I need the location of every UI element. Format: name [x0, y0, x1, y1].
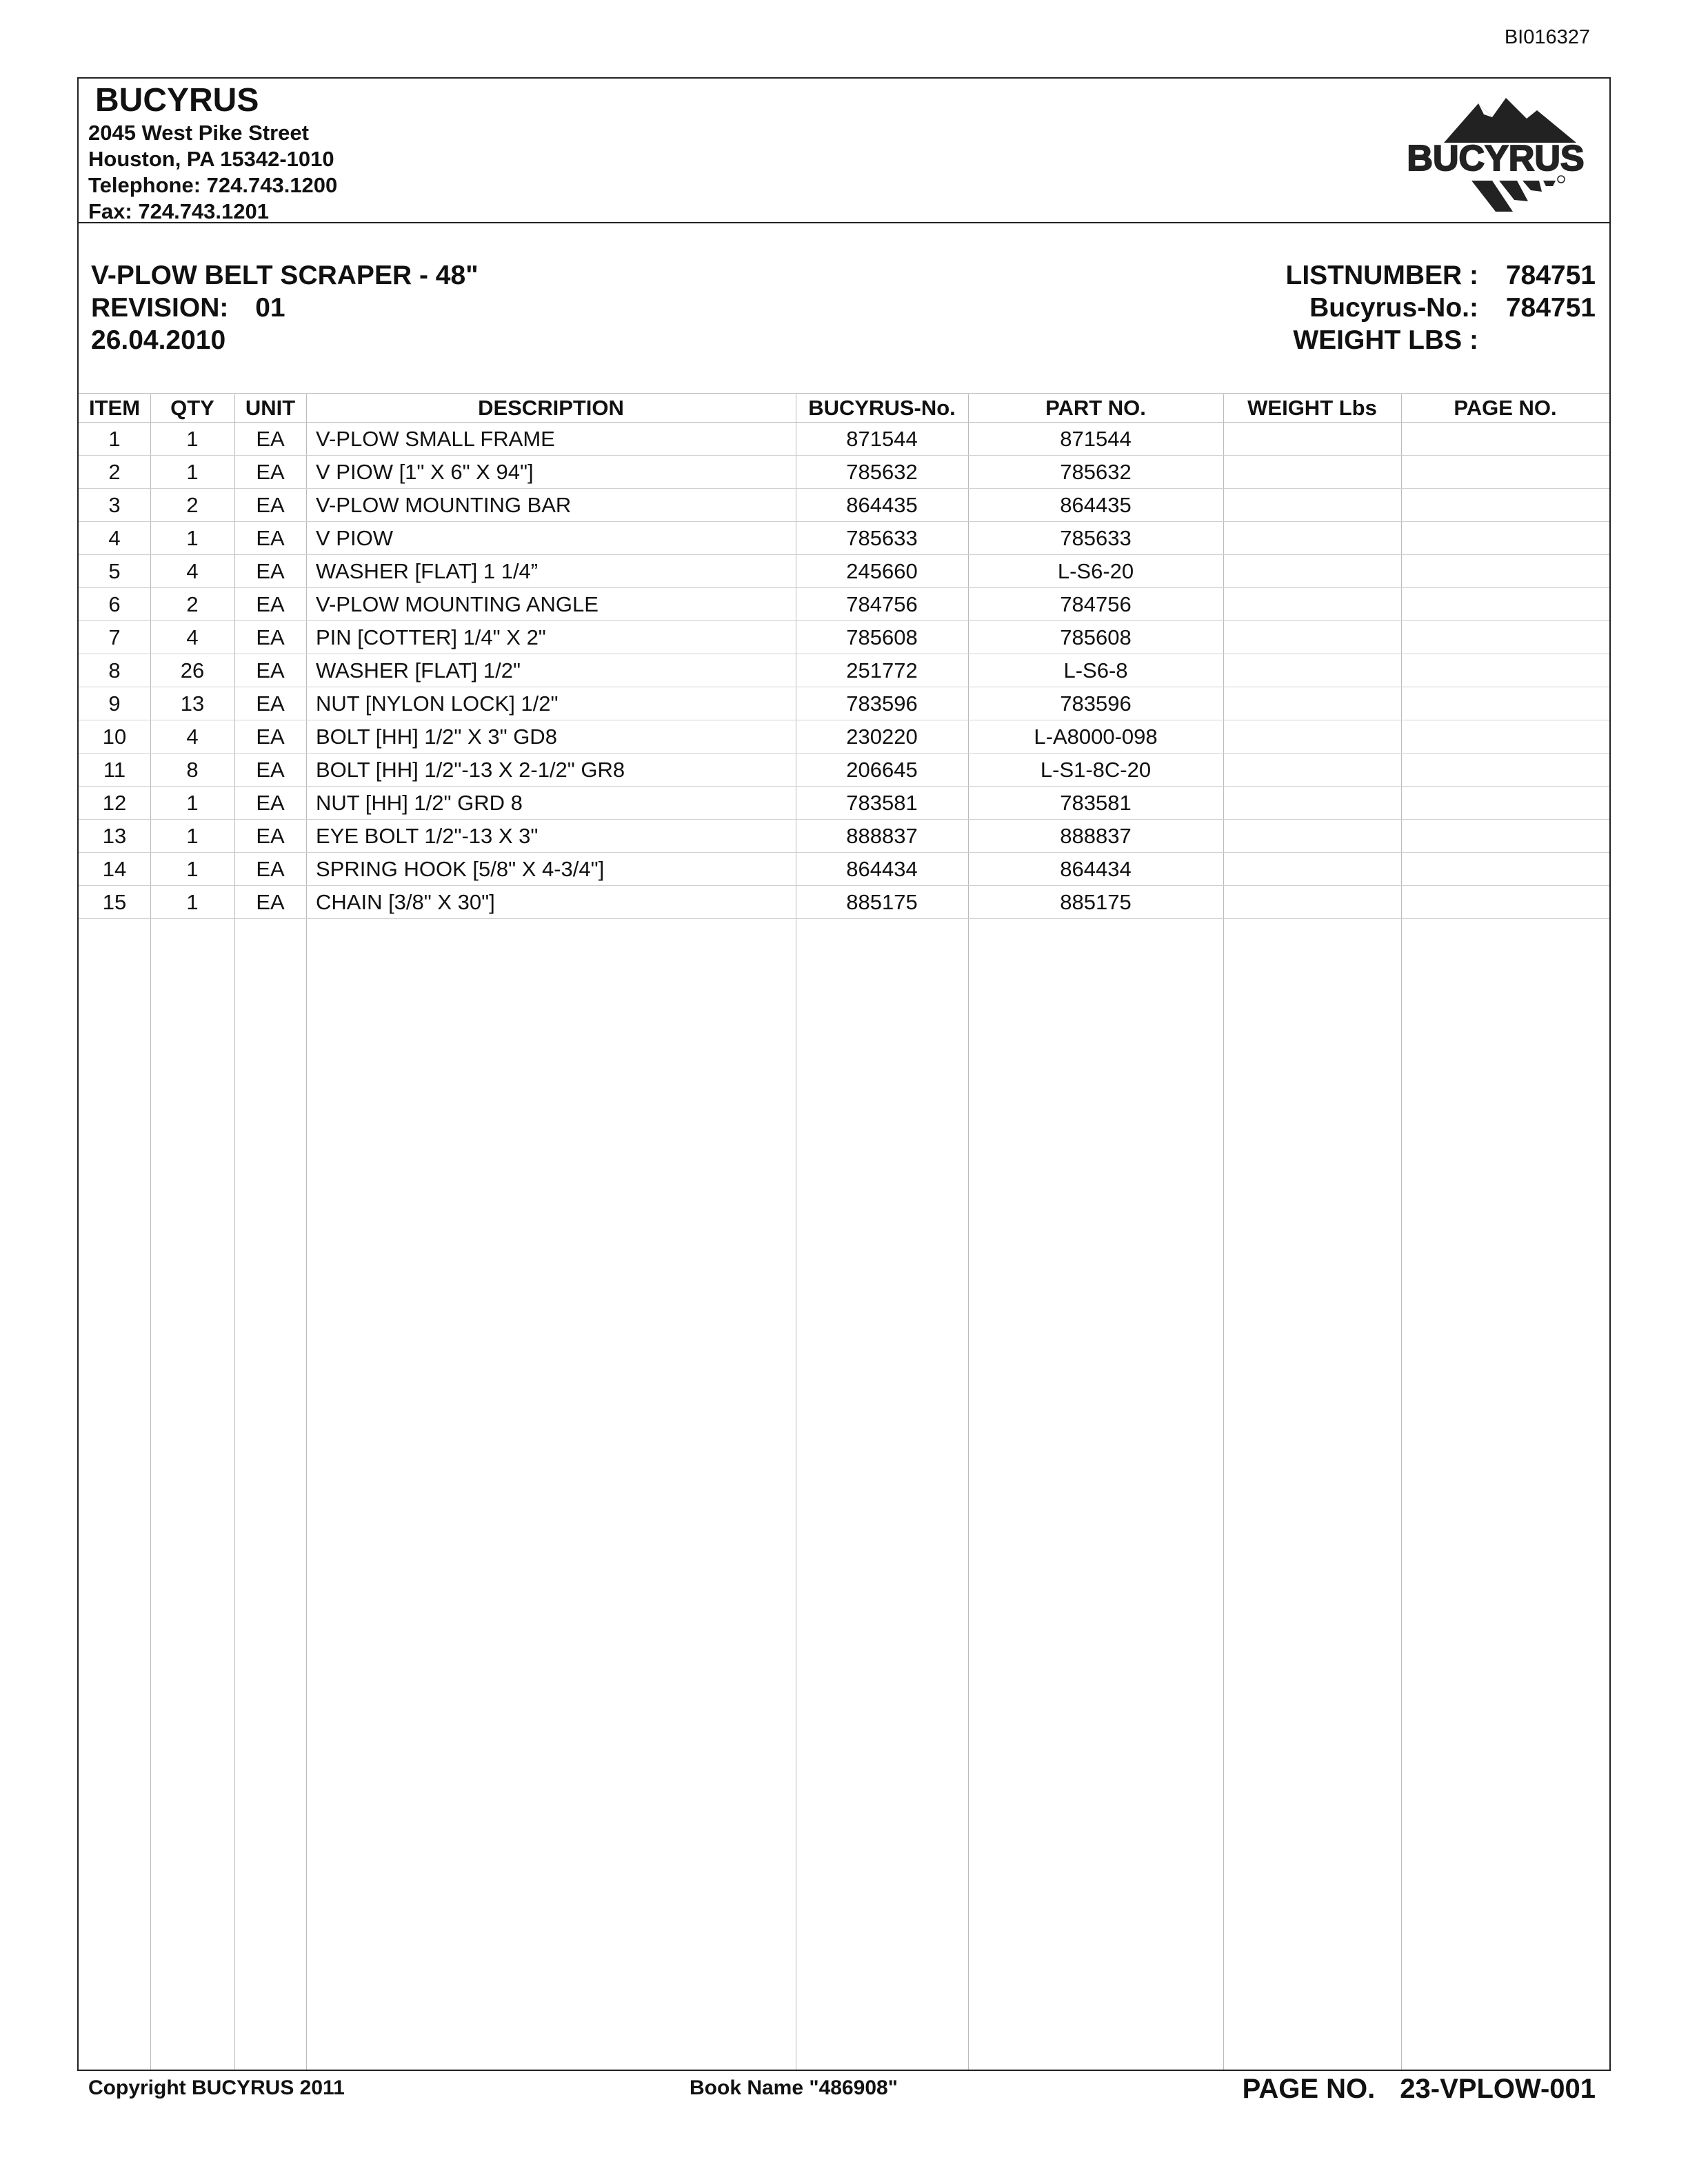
- revision: [91, 292, 479, 324]
- cell-qty: 1: [150, 820, 234, 853]
- table-header-row: [79, 394, 1609, 423]
- cell-qty: 1: [150, 853, 234, 886]
- list-title-block: [91, 259, 479, 356]
- cell-page-no: [1401, 654, 1609, 687]
- cell-description: NUT [HH] 1/2" GRD 8: [306, 787, 796, 820]
- header-qty: QTY: [150, 394, 234, 423]
- cell-qty: 4: [150, 720, 234, 754]
- cell-qty: 1: [150, 456, 234, 489]
- cell-unit: EA: [234, 423, 306, 456]
- cell-item: 3: [79, 489, 150, 522]
- table-row: [79, 820, 1609, 853]
- cell-weight: [1223, 886, 1401, 919]
- header-bucyrus-no: BUCYRUS-No.: [796, 394, 968, 423]
- table-row: [79, 555, 1609, 588]
- cell-bucyrus-no: 888837: [796, 820, 968, 853]
- cell-description: V PIOW [1" X 6" X 94"]: [306, 456, 796, 489]
- cell-part-no: 864434: [968, 853, 1223, 886]
- cell-weight: [1223, 853, 1401, 886]
- cell-part-no: 783596: [968, 687, 1223, 720]
- cell-bucyrus-no: 785632: [796, 456, 968, 489]
- cell-page-no: [1401, 754, 1609, 787]
- cell-bucyrus-no: 783596: [796, 687, 968, 720]
- cell-unit: EA: [234, 787, 306, 820]
- cell-bucyrus-no: 230220: [796, 720, 968, 754]
- cell-page-no: [1401, 687, 1609, 720]
- cell-item: 11: [79, 754, 150, 787]
- logo-stripe-3: [1523, 181, 1542, 192]
- table-row: [79, 588, 1609, 621]
- table-row: [79, 621, 1609, 654]
- list-title: V-PLOW BELT SCRAPER - 48": [91, 261, 479, 290]
- cell-part-no: L-A8000-098: [968, 720, 1223, 754]
- cell-part-no: 784756: [968, 588, 1223, 621]
- page-number: [1243, 2074, 1596, 2105]
- cell-page-no: [1401, 886, 1609, 919]
- cell-weight: [1223, 687, 1401, 720]
- parts-table: [79, 394, 1609, 919]
- cell-item: 5: [79, 555, 150, 588]
- cell-qty: 1: [150, 522, 234, 555]
- table-row: [79, 754, 1609, 787]
- cell-description: PIN [COTTER] 1/4" X 2": [306, 621, 796, 654]
- cell-bucyrus-no: 885175: [796, 886, 968, 919]
- cell-item: 15: [79, 886, 150, 919]
- table-row: [79, 720, 1609, 754]
- cell-part-no: 888837: [968, 820, 1223, 853]
- cell-part-no: L-S6-20: [968, 555, 1223, 588]
- cell-description: BOLT [HH] 1/2" X 3" GD8: [306, 720, 796, 754]
- cell-item: 7: [79, 621, 150, 654]
- list-meta-block: [1286, 259, 1596, 356]
- cell-unit: EA: [234, 456, 306, 489]
- fax: Fax: 724.743.1201: [88, 199, 269, 223]
- book-name: Book Name "486908": [690, 2076, 898, 2099]
- cell-bucyrus-no: 785633: [796, 522, 968, 555]
- header-description: DESCRIPTION: [306, 394, 796, 423]
- cell-unit: EA: [234, 555, 306, 588]
- logo-stripe-4: [1543, 181, 1556, 186]
- cell-qty: 2: [150, 489, 234, 522]
- cell-unit: EA: [234, 522, 306, 555]
- bucyrus-logo: [1396, 91, 1596, 222]
- table-row: [79, 456, 1609, 489]
- cell-description: SPRING HOOK [5/8" X 4-3/4"]: [306, 853, 796, 886]
- cell-bucyrus-no: 864435: [796, 489, 968, 522]
- cell-bucyrus-no: 206645: [796, 754, 968, 787]
- cell-item: 9: [79, 687, 150, 720]
- cell-unit: EA: [234, 687, 306, 720]
- cell-part-no: 871544: [968, 423, 1223, 456]
- cell-weight: [1223, 654, 1401, 687]
- list-number-label: LISTNUMBER :: [1285, 261, 1478, 290]
- cell-weight: [1223, 522, 1401, 555]
- cell-item: 2: [79, 456, 150, 489]
- cell-bucyrus-no: 785608: [796, 621, 968, 654]
- cell-item: 10: [79, 720, 150, 754]
- cell-unit: EA: [234, 820, 306, 853]
- company-address: [88, 120, 337, 225]
- cell-page-no: [1401, 720, 1609, 754]
- document-id: BI016327: [1504, 26, 1590, 48]
- cell-item: 6: [79, 588, 150, 621]
- cell-qty: 8: [150, 754, 234, 787]
- logo-text: BUCYRUS: [1407, 139, 1585, 179]
- cell-page-no: [1401, 555, 1609, 588]
- cell-qty: 26: [150, 654, 234, 687]
- cell-page-no: [1401, 522, 1609, 555]
- telephone: Telephone: 724.743.1200: [88, 173, 338, 197]
- bucyrus-no-value: 784751: [1505, 293, 1596, 323]
- table-row: [79, 654, 1609, 687]
- cell-unit: EA: [234, 720, 306, 754]
- cell-page-no: [1401, 853, 1609, 886]
- cell-description: V PIOW: [306, 522, 796, 555]
- cell-weight: [1223, 423, 1401, 456]
- list-number-value: 784751: [1505, 261, 1596, 290]
- list-date: 26.04.2010: [91, 325, 226, 355]
- table-row: [79, 853, 1609, 886]
- cell-part-no: L-S6-8: [968, 654, 1223, 687]
- cell-weight: [1223, 621, 1401, 654]
- table-row: [79, 522, 1609, 555]
- revision-label: REVISION:: [91, 293, 229, 323]
- cell-description: WASHER [FLAT] 1/2": [306, 654, 796, 687]
- cell-qty: 4: [150, 555, 234, 588]
- table-row: [79, 787, 1609, 820]
- table-top-rule: [79, 393, 1609, 394]
- address-line-2: Houston, PA 15342-1010: [88, 147, 334, 171]
- cell-description: V-PLOW SMALL FRAME: [306, 423, 796, 456]
- cell-bucyrus-no: 784756: [796, 588, 968, 621]
- cell-description: NUT [NYLON LOCK] 1/2": [306, 687, 796, 720]
- page-number-label: PAGE NO.: [1242, 2074, 1376, 2104]
- parts-list-frame: [77, 77, 1611, 2071]
- cell-qty: 1: [150, 787, 234, 820]
- cell-item: 8: [79, 654, 150, 687]
- cell-bucyrus-no: 864434: [796, 853, 968, 886]
- cell-item: 13: [79, 820, 150, 853]
- table-row: [79, 886, 1609, 919]
- cell-qty: 2: [150, 588, 234, 621]
- header-part-no: PART NO.: [968, 394, 1223, 423]
- weight-value: [1478, 324, 1596, 356]
- weight-label: WEIGHT LBS :: [1293, 325, 1478, 355]
- cell-qty: 1: [150, 423, 234, 456]
- bucyrus-no-row: [1286, 292, 1596, 324]
- cell-bucyrus-no: 871544: [796, 423, 968, 456]
- cell-unit: EA: [234, 886, 306, 919]
- cell-part-no: 785632: [968, 456, 1223, 489]
- cell-weight: [1223, 555, 1401, 588]
- cell-page-no: [1401, 621, 1609, 654]
- cell-bucyrus-no: 245660: [796, 555, 968, 588]
- cell-qty: 4: [150, 621, 234, 654]
- cell-page-no: [1401, 456, 1609, 489]
- cell-weight: [1223, 456, 1401, 489]
- cell-part-no: 885175: [968, 886, 1223, 919]
- cell-part-no: 785633: [968, 522, 1223, 555]
- cell-weight: [1223, 720, 1401, 754]
- table-row: [79, 423, 1609, 456]
- company-name: BUCYRUS: [95, 82, 259, 119]
- list-number-row: [1286, 259, 1596, 292]
- cell-unit: EA: [234, 754, 306, 787]
- cell-qty: 1: [150, 886, 234, 919]
- cell-description: BOLT [HH] 1/2"-13 X 2-1/2" GR8: [306, 754, 796, 787]
- cell-item: 1: [79, 423, 150, 456]
- header-weight: WEIGHT Lbs: [1223, 394, 1401, 423]
- header-page-no: PAGE NO.: [1401, 394, 1609, 423]
- header-divider: [79, 222, 1609, 223]
- cell-unit: EA: [234, 588, 306, 621]
- cell-weight: [1223, 787, 1401, 820]
- cell-weight: [1223, 820, 1401, 853]
- cell-description: V-PLOW MOUNTING BAR: [306, 489, 796, 522]
- cell-qty: 13: [150, 687, 234, 720]
- header-unit: UNIT: [234, 394, 306, 423]
- table-row: [79, 687, 1609, 720]
- header-item: ITEM: [79, 394, 150, 423]
- copyright: Copyright BUCYRUS 2011: [88, 2076, 345, 2099]
- cell-unit: EA: [234, 489, 306, 522]
- logo-mountain: [1444, 98, 1576, 143]
- revision-value: 01: [255, 293, 285, 323]
- cell-bucyrus-no: 783581: [796, 787, 968, 820]
- table-row: [79, 489, 1609, 522]
- page-number-value: 23-VPLOW-001: [1400, 2074, 1596, 2104]
- cell-weight: [1223, 588, 1401, 621]
- cell-weight: [1223, 754, 1401, 787]
- cell-item: 4: [79, 522, 150, 555]
- cell-part-no: 864435: [968, 489, 1223, 522]
- cell-bucyrus-no: 251772: [796, 654, 968, 687]
- weight-row: [1286, 324, 1596, 356]
- cell-unit: EA: [234, 654, 306, 687]
- cell-item: 12: [79, 787, 150, 820]
- cell-page-no: [1401, 588, 1609, 621]
- cell-unit: EA: [234, 621, 306, 654]
- cell-weight: [1223, 489, 1401, 522]
- cell-description: V-PLOW MOUNTING ANGLE: [306, 588, 796, 621]
- address-line-1: 2045 West Pike Street: [88, 121, 309, 145]
- cell-page-no: [1401, 423, 1609, 456]
- cell-part-no: 785608: [968, 621, 1223, 654]
- parts-table-body: [79, 423, 1609, 919]
- cell-description: WASHER [FLAT] 1 1/4”: [306, 555, 796, 588]
- cell-description: CHAIN [3/8" X 30"]: [306, 886, 796, 919]
- cell-page-no: [1401, 787, 1609, 820]
- cell-description: EYE BOLT 1/2"-13 X 3": [306, 820, 796, 853]
- cell-page-no: [1401, 820, 1609, 853]
- cell-part-no: 783581: [968, 787, 1223, 820]
- cell-unit: EA: [234, 853, 306, 886]
- cell-part-no: L-S1-8C-20: [968, 754, 1223, 787]
- cell-page-no: [1401, 489, 1609, 522]
- cell-item: 14: [79, 853, 150, 886]
- bucyrus-no-label: Bucyrus-No.:: [1309, 293, 1478, 323]
